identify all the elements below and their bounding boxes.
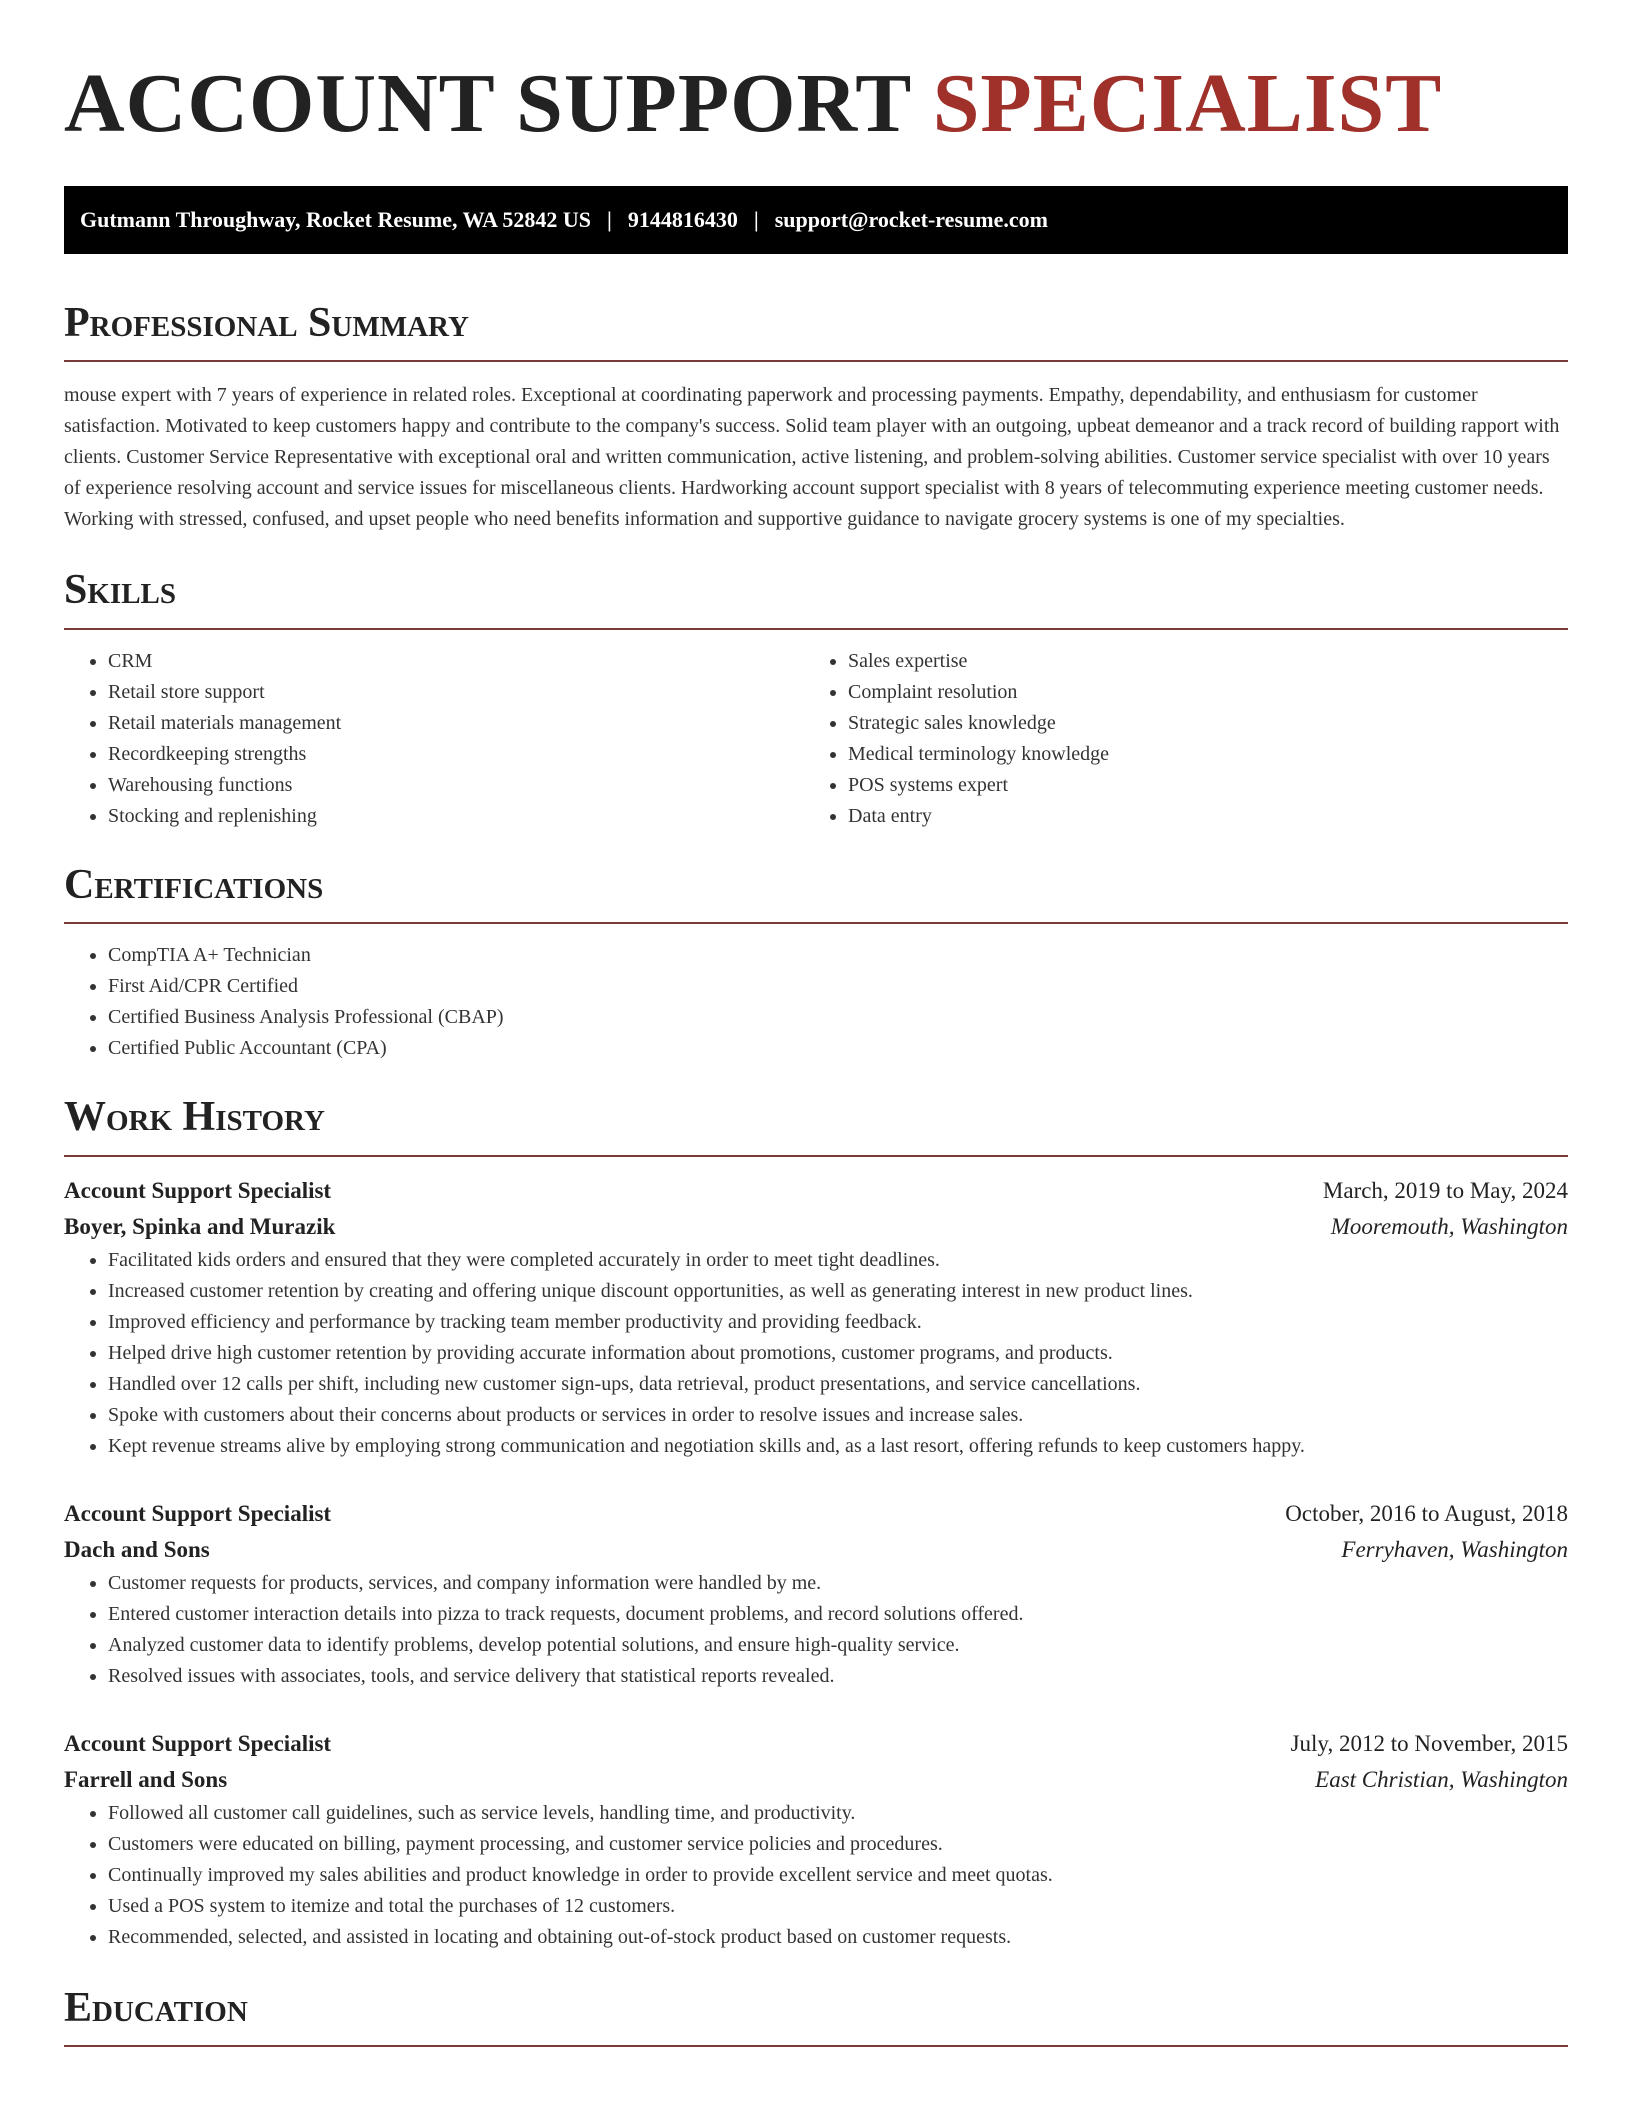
contact-separator: | [753,207,759,232]
skill-item: • Medical terminology knowledge [848,739,1544,770]
job-role: Account Support Specialist [64,1177,332,1203]
job-bullet: • Analyzed customer data to identify problems, develop potential solutions, and ensure high-quality service. [108,1630,1568,1661]
title-accent: SPECIALIST [932,57,1443,150]
job-bullet: • Recommended, selected, and assisted in locating and obtaining out-of-stock product based on customer requests. [108,1922,1568,1953]
summary-heading: Professional Summary [64,300,469,346]
certifications-section [64,860,1568,1064]
job-bullet: • Customers were educated on billing, payment processing, and customer service policies and procedures. [108,1829,1568,1860]
skill-item: • POS systems expert [848,770,1544,801]
summary-section [64,298,1568,535]
education-section [64,1983,1568,2047]
job-role: Account Support Specialist [64,1500,332,1526]
contact-phone[interactable]: 9144816430 [627,207,738,232]
job-bullet: • Kept revenue streams alive by employing strong communication and negotiation skills and, as a last resort, offering refunds to keep customers happy. [108,1431,1568,1462]
job-company: Dach and Sons [64,1536,210,1562]
certifications-list [64,940,1568,1064]
skill-item: • CRM [108,646,804,677]
skills-list-left [64,646,804,832]
skill-item: • Recordkeeping strengths [108,739,804,770]
job-bullet: • Continually improved my sales abilities and product knowledge in order to provide excellent service and meet quotas. [108,1860,1568,1891]
job-bullet: • Followed all customer call guidelines, such as service levels, handling time, and productivity. [108,1798,1568,1829]
resume-title [64,56,1568,150]
certification-item: • Certified Public Accountant (CPA) [108,1033,1568,1064]
job-bullets [64,1568,1568,1692]
job-bullet: • Increased customer retention by creating and offering unique discount opportunities, as well as generating interest in new product lines. [108,1276,1568,1307]
section-divider [64,628,1568,630]
job-bullet: • Resolved issues with associates, tools, and service delivery that statistical reports revealed. [108,1661,1568,1692]
job-bullet: • Improved efficiency and performance by tracking team member productivity and providing feedback. [108,1307,1568,1338]
job-entry [64,1496,1568,1692]
skill-item: • Retail materials management [108,708,804,739]
contact-address: Gutmann Throughway, Rocket Resume, WA 52842 US [80,207,591,232]
job-role: Account Support Specialist [64,1730,332,1756]
job-company-row [64,1209,1568,1245]
certification-item: • First Aid/CPR Certified [108,971,1568,1002]
skill-item: • Retail store support [108,677,804,708]
job-bullet: • Facilitated kids orders and ensured that they were completed accurately in order to meet tight deadlines. [108,1245,1568,1276]
certifications-heading: Certifications [64,861,324,908]
job-bullet: • Used a POS system to itemize and total the purchases of 12 customers. [108,1891,1568,1922]
job-bullets [64,1245,1568,1462]
skills-column-right [804,646,1544,832]
job-bullets [64,1798,1568,1953]
job-entry [64,1726,1568,1953]
job-location: Ferryhaven, Washington [1341,1536,1568,1562]
contact-bar [64,186,1568,254]
contact-separator: | [606,207,612,232]
job-bullet: • Helped drive high customer retention by providing accurate information about promotions, customer programs, and products. [108,1338,1568,1369]
job-entry [64,1173,1568,1462]
contact-email[interactable]: support@rocket-resume.com [774,207,1048,232]
resume-page [64,0,1568,2047]
job-company-row [64,1762,1568,1798]
section-divider [64,2045,1568,2047]
skill-item: • Strategic sales knowledge [848,708,1544,739]
skill-item: • Warehousing functions [108,770,804,801]
job-header-row [64,1726,1568,1762]
certification-item: • Certified Business Analysis Professional (CBAP) [108,1002,1568,1033]
education-heading: Education [64,1984,248,2031]
skills-grid [64,646,1568,832]
section-divider [64,360,1568,362]
skill-item: • Sales expertise [848,646,1544,677]
job-dates: July, 2012 to November, 2015 [1290,1730,1568,1756]
skill-item: • Stocking and replenishing [108,801,804,832]
job-header-row [64,1173,1568,1209]
job-bullet: • Entered customer interaction details into pizza to track requests, document problems, and record solutions offered. [108,1599,1568,1630]
section-divider [64,922,1568,924]
skill-item: • Data entry [848,801,1544,832]
job-company: Boyer, Spinka and Murazik [64,1213,336,1239]
job-header-row [64,1496,1568,1532]
job-bullet: • Handled over 12 calls per shift, including new customer sign-ups, data retrieval, product presentations, and service cancellations. [108,1369,1568,1400]
title-main: ACCOUNT SUPPORT [64,57,911,150]
job-bullet: • Spoke with customers about their concerns about products or services in order to resolve issues and increase sales. [108,1400,1568,1431]
job-company: Farrell and Sons [64,1766,228,1792]
certification-item: • CompTIA A+ Technician [108,940,1568,971]
work-history-heading: Work History [64,1094,325,1141]
job-dates: March, 2019 to May, 2024 [1322,1177,1568,1203]
job-dates: October, 2016 to August, 2018 [1285,1500,1568,1526]
job-location: East Christian, Washington [1315,1766,1568,1792]
section-divider [64,1155,1568,1157]
skill-item: • Complaint resolution [848,677,1544,708]
work-history-section [64,1092,1568,1952]
skills-section [64,565,1568,831]
skills-column-left [64,646,804,832]
job-location: Mooremouth, Washington [1330,1213,1568,1239]
summary-text: mouse expert with 7 years of experience in related roles. Exceptional at coordinating paperwork and processing payments. Empathy, dependability, and enthusiasm for customer satisfaction. Motivated to keep customers happy and contribute to the company's success. Solid team player with an outgoing, upbeat demeanor and a track record of building rapport with clients. Customer Service Representative with exceptional oral and written communication, active listening, and problem-solving abilities. Customer service specialist with over 10 years of experience resolving account and service issues for miscellaneous clients. Hardworking account support specialist with 8 years of telecommuting experience meeting customer needs. Working with stressed, confused, and upset people who need benefits information and supportive guidance to navigate grocery systems is one of my specialties. [64,384,1560,531]
job-company-row [64,1532,1568,1568]
job-bullet: • Customer requests for products, services, and company information were handled by me. [108,1568,1568,1599]
skills-heading: Skills [64,567,177,614]
skills-list-right [804,646,1544,832]
